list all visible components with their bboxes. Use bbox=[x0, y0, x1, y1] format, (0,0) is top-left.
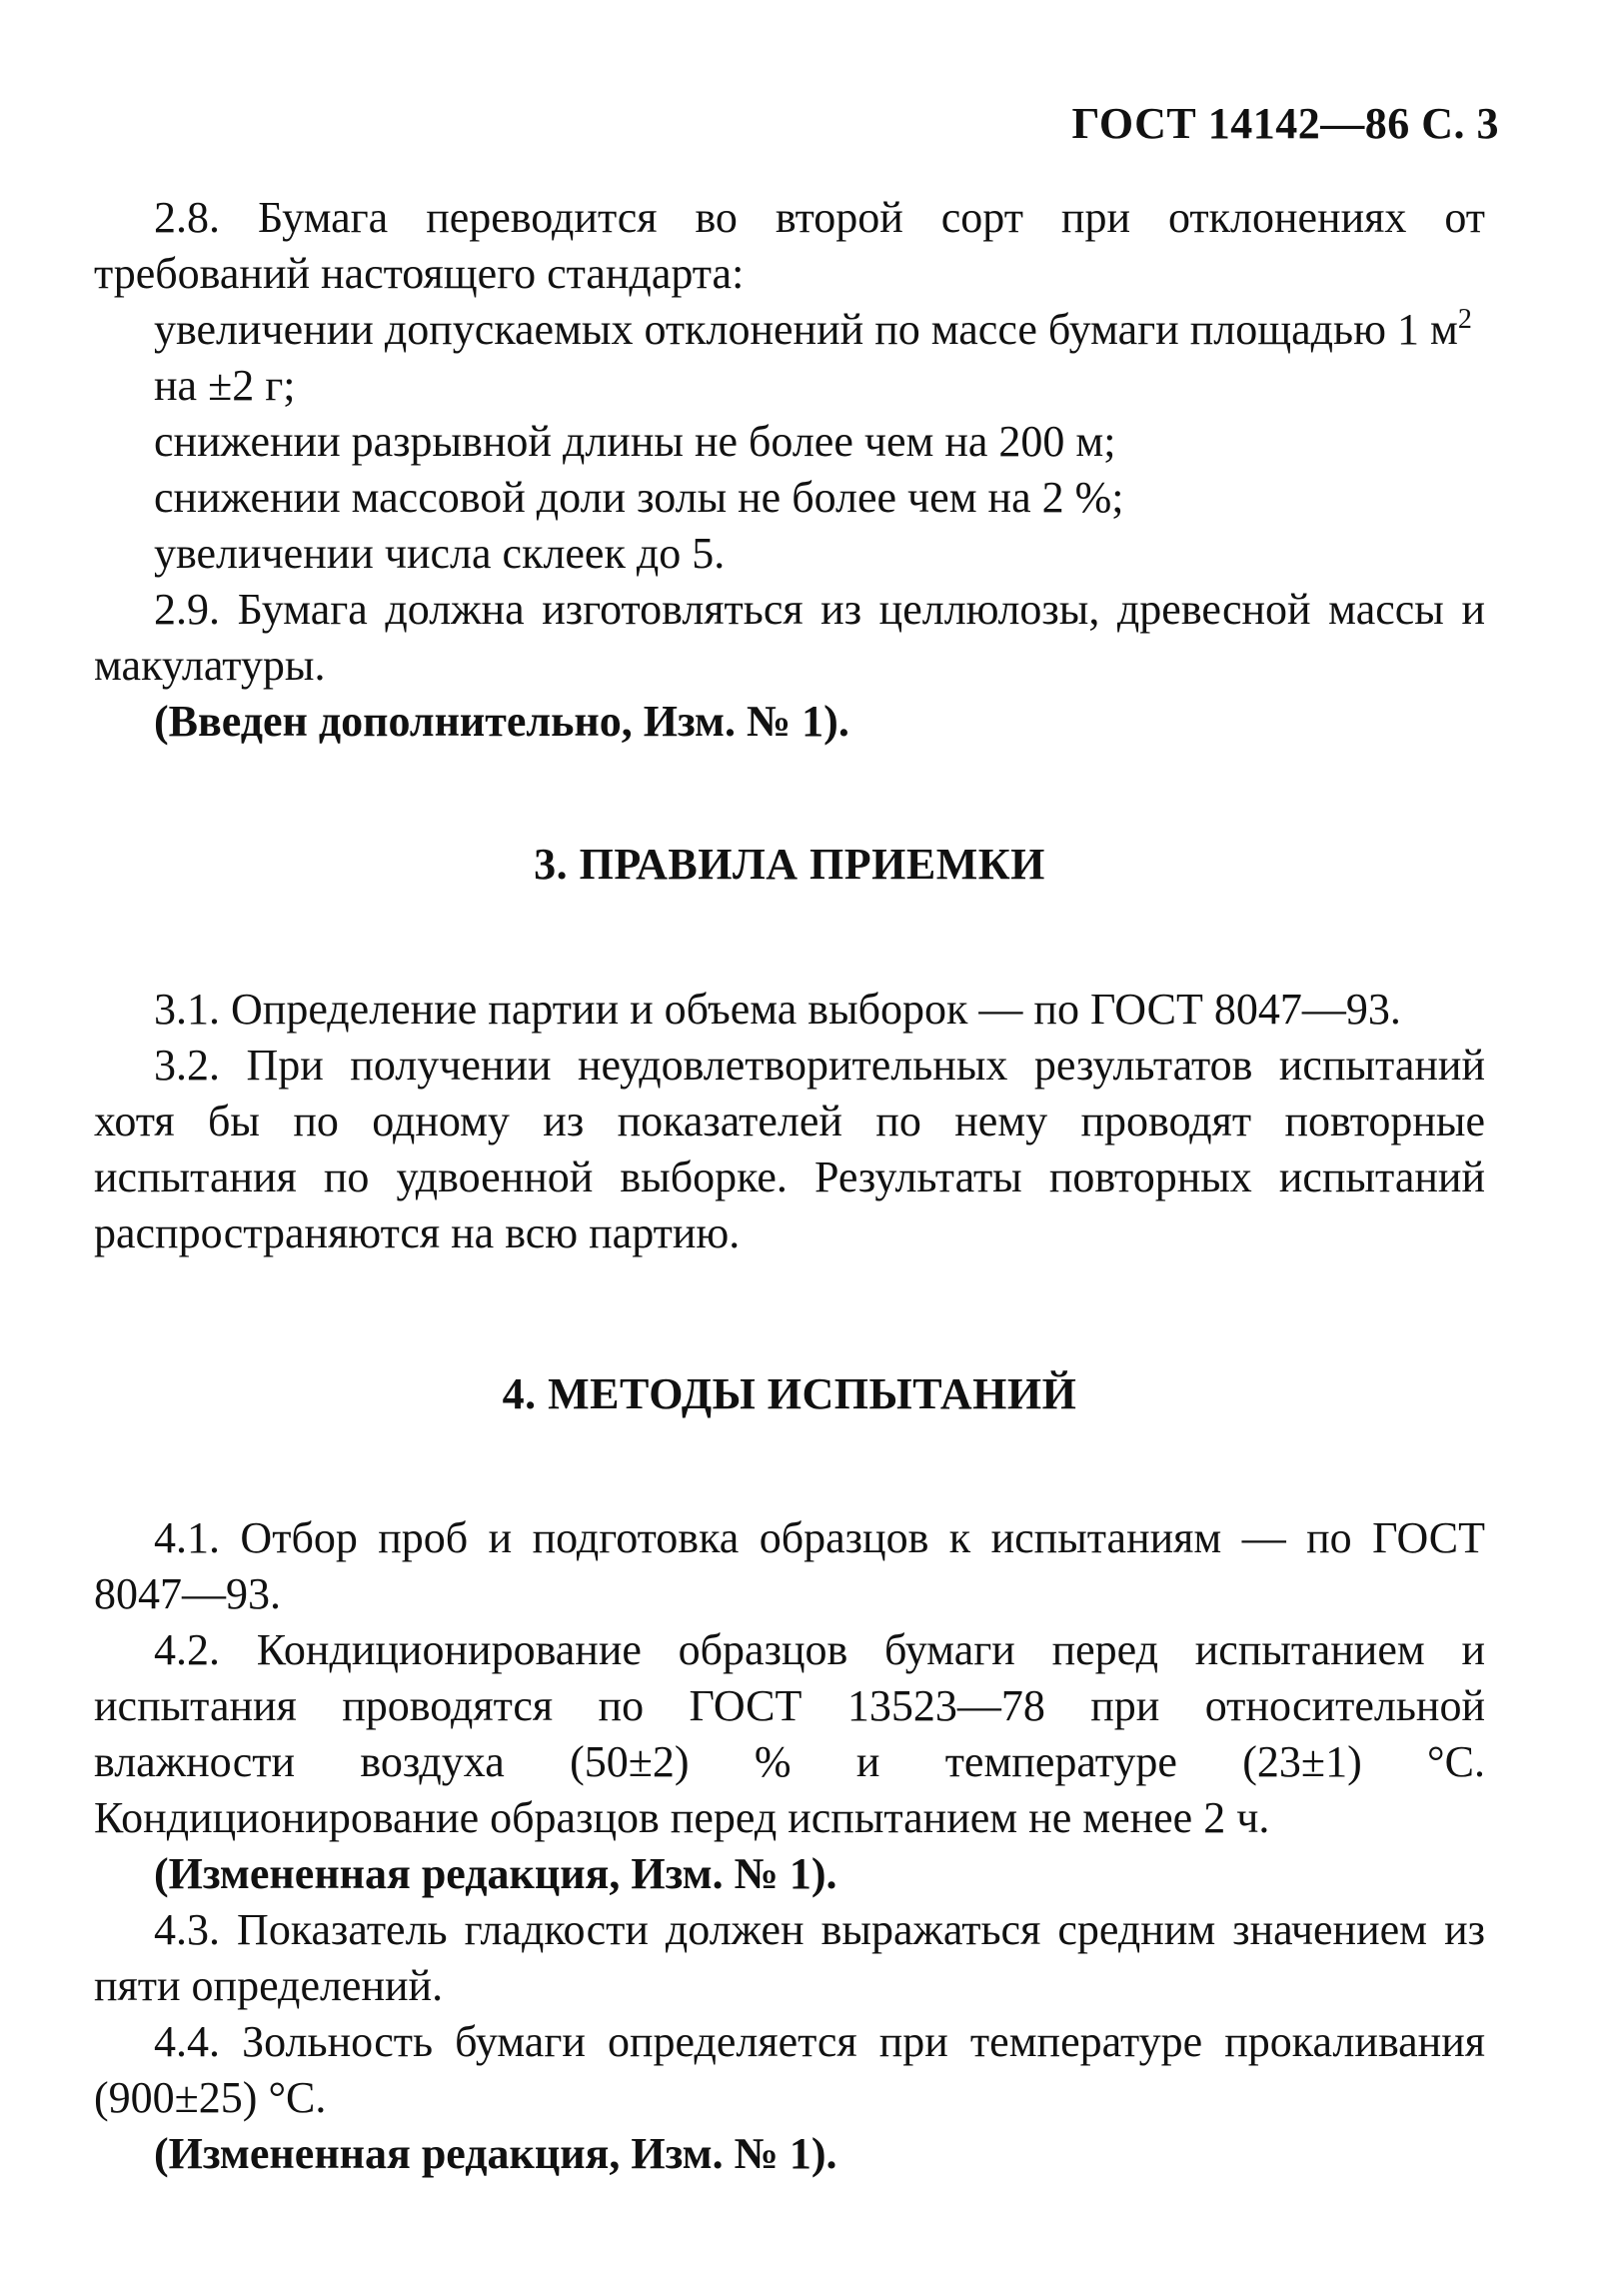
page-header: ГОСТ 14142—86 С. 3 bbox=[1071, 99, 1499, 148]
paragraph-2-8: 2.8. Бумага переводится во второй сорт при отклонениях от требований настоящего стандарта: bbox=[94, 193, 1485, 298]
paragraph-4-1: 4.1. Отбор проб и подготовка образцов к испытаниям — по ГОСТ 8047—93. bbox=[94, 1513, 1485, 1618]
list-item-text: увеличении допускаемых отклонений по массе бумаги площадью 1 м bbox=[154, 305, 1458, 354]
paragraph-3-1: 3.1. Определение партии и объема выборок — по ГОСТ 8047—93. bbox=[154, 985, 1401, 1034]
list-item: увеличении числа склеек до 5. bbox=[154, 529, 726, 578]
list-item bbox=[94, 302, 1485, 414]
amendment-note: (Введен дополнительно, Изм. № 1). bbox=[154, 697, 849, 746]
paragraph-4-2: 4.2. Кондиционирование образцов бумаги перед испытанием и испытания проводятся по ГОСТ 13523—78 при относительной влажности воздуха (50±2) % и температуре (23±1) °С. Кондиционирование образцов перед испытанием не менее 2 ч. bbox=[94, 1625, 1485, 1842]
section-title-4: 4. МЕТОДЫ ИСПЫТАНИЙ bbox=[502, 1369, 1077, 1418]
amendment-note: (Измененная редакция, Изм. № 1). bbox=[154, 2129, 837, 2178]
paragraph-4-4: 4.4. Зольность бумаги определяется при температуре прокаливания (900±25) °С. bbox=[94, 2017, 1485, 2122]
amendment-note: (Измененная редакция, Изм. № 1). bbox=[154, 1849, 837, 1898]
list-item: снижении разрывной длины не более чем на 200 м; bbox=[154, 417, 1116, 466]
section-title-3: 3. ПРАВИЛА ПРИЕМКИ bbox=[534, 840, 1045, 889]
document-body bbox=[94, 190, 1485, 2182]
paragraph-3-2: 3.2. При получении неудовлетворительных результатов испытаний хотя бы по одному из показателей по нему проводят повторные испытания по удвоенной выборке. Результаты повторных испытаний распространяются на всю партию. bbox=[94, 1041, 1485, 1257]
list-item: снижении массовой доли золы не более чем на 2 %; bbox=[154, 473, 1124, 522]
superscript: 2 bbox=[1457, 304, 1472, 335]
paragraph-2-9: 2.9. Бумага должна изготовляться из целлюлозы, древесной массы и макулатуры. bbox=[94, 585, 1485, 690]
list-item-text-tail: на ±2 г; bbox=[154, 361, 296, 410]
paragraph-4-3: 4.3. Показатель гладкости должен выражаться средним значением из пяти определений. bbox=[94, 1905, 1485, 2010]
